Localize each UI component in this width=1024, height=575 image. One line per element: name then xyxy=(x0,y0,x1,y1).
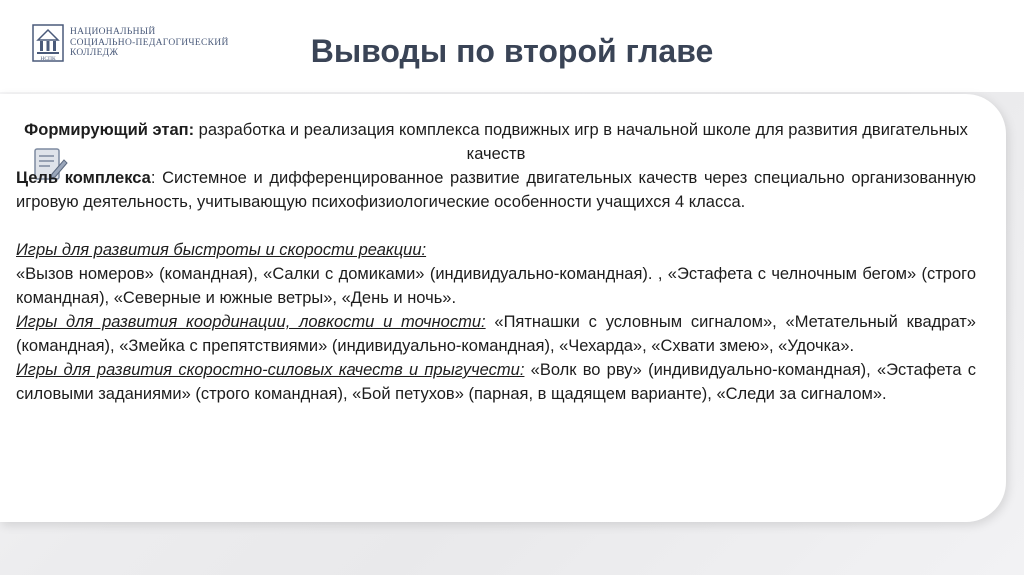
goal-text: : Системное и дифференцированное развитие двигательных качеств через специально организованную игровую деятельность, учитывающую психофизиологические особенности учащихся 4 класса. xyxy=(16,169,977,211)
speed-games-heading: Игры для развития быстроты и скорости реакции: xyxy=(16,241,427,259)
coordination-games-paragraph xyxy=(16,310,976,358)
page-title: Выводы по второй главе xyxy=(310,33,714,69)
coordination-games-text: «Пятнашки с условным сигналом», «Метательный квадрат» (командная), «Змейка с препятствиями» (индивидуально-командная), «Чехарда», «Схвати змею», «Удочка». xyxy=(16,313,976,355)
college-name: НАЦИОНАЛЬНЫЙ СОЦИАЛЬНО-ПЕДАГОГИЧЕСКИЙ КОЛЛЕДЖ xyxy=(70,27,229,59)
goal-paragraph xyxy=(16,166,976,214)
goal-label: Цель комплекса xyxy=(16,169,151,187)
speed-games-text: «Вызов номеров» (командная), «Салки с домиками» (индивидуально-командная). , «Эстафета с челночным бегом» (строго командная), «Северные и южные ветры», «День и ночь». xyxy=(16,265,976,307)
power-games-heading: Игры для развития скоростно-силовых качеств и прыгучести: xyxy=(16,361,525,379)
svg-text:НСПК: НСПК xyxy=(40,56,56,62)
stage-paragraph xyxy=(16,118,976,166)
conclusions-text xyxy=(16,118,976,406)
stage-label: Формирующий этап: xyxy=(24,121,195,139)
coordination-games-heading: Игры для развития координации, ловкости и точности: xyxy=(16,313,486,331)
stage-text: разработка и реализация комплекса подвижных игр в начальной школе для развития двигательных качеств xyxy=(194,121,968,163)
power-games-paragraph xyxy=(16,358,976,406)
power-games-text: «Волк во рву» (индивидуально-командная), «Эстафета с силовыми заданиями» (строго командная), «Бой петухов» (парная, в щадящем варианте), «Следи за сигналом». xyxy=(16,361,976,403)
